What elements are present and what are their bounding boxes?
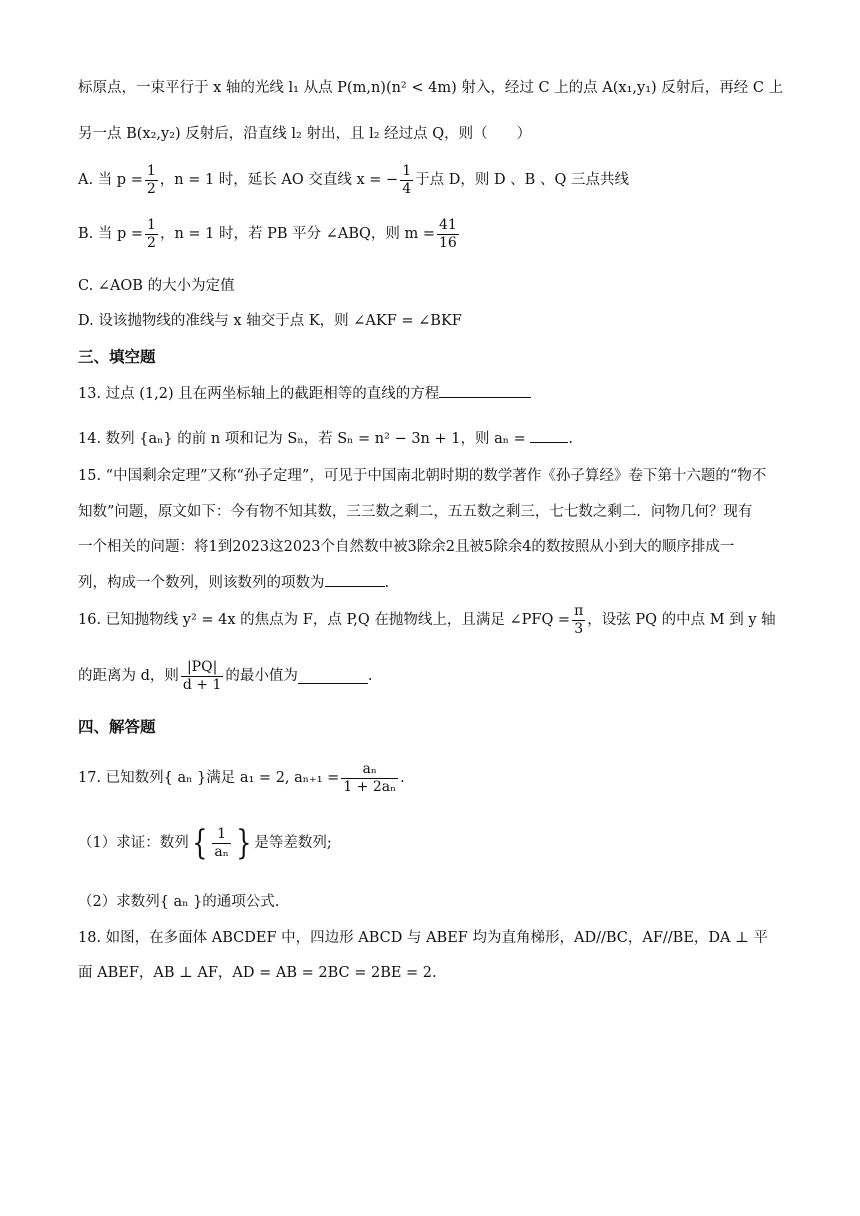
fraction-numerator: 1	[402, 162, 412, 179]
q12-option-b	[78, 214, 461, 254]
question-13	[78, 383, 531, 404]
right-brace-icon: }	[236, 823, 252, 863]
answer-blank	[298, 669, 368, 684]
fraction-denominator: 3	[574, 620, 584, 637]
q17-stem	[78, 756, 405, 800]
fraction-denominator: 16	[439, 234, 457, 251]
q17-part1-text: （1）求证：数列	[78, 835, 189, 851]
fraction-denominator: d + 1	[182, 676, 222, 693]
fraction-numerator: 1	[146, 162, 156, 179]
q12-option-d: D. 设该抛物线的准线与 x 轴交于点 K，则 ∠AKF = ∠BKF	[78, 313, 462, 329]
answer-blank	[530, 428, 568, 443]
q15-period: .	[384, 575, 390, 591]
fraction-numerator: 1	[212, 826, 230, 844]
option-b-fraction	[145, 217, 158, 252]
option-a-fraction-2	[400, 163, 413, 198]
q15-line1: 15. “中国剩余定理”又称“孙子定理”，可见于中国南北朝时期的数学著作《孙子算经》卷下第十六题的“物不	[78, 468, 767, 484]
question-14	[78, 428, 573, 449]
q18-line2: 面 ABEF，AB ⊥ AF，AD = AB = 2BC = 2BE = 2.	[78, 965, 437, 981]
fraction-denominator: 2	[147, 234, 156, 251]
q16-line2-mid: 的最小值为	[225, 668, 298, 684]
option-b-prefix: B. 当 p =	[78, 226, 144, 242]
option-a-prefix: A. 当 p =	[78, 172, 143, 188]
q17-stem-text: 17. 已知数列{ aₙ }满足 a₁ = 2, aₙ₊₁ =	[78, 770, 340, 786]
answer-blank	[439, 383, 531, 398]
section-heading-solutions: 四、解答题	[78, 718, 156, 736]
q14-period: .	[568, 431, 573, 447]
option-b-fraction-2	[437, 217, 459, 252]
q15-line4	[78, 572, 389, 593]
option-a-middle: ，n = 1 时，延长 AO 交直线 x = −	[159, 172, 399, 188]
q16-line1-tail: ，设弦 PQ 的中点 M 到 y 轴	[587, 612, 776, 628]
q16-line2-text: 的距离为 d，则	[78, 668, 179, 684]
q12-text-line1: 标原点，一束平行于 x 轴的光线 l₁ 从点 P(m,n)(n² < 4m) 射入，经过 C 上的点 A(x₁,y₁) 反射后，再经 C 上	[78, 80, 784, 96]
q14-text: 14. 数列 {aₙ} 的前 n 项和记为 Sₙ，若 Sₙ = n² − 3n + 1，则 aₙ =	[78, 431, 526, 447]
fraction-numerator: aₙ	[341, 761, 398, 779]
fraction-numerator: 41	[439, 216, 457, 233]
fraction-numerator: |PQ|	[181, 659, 224, 677]
q12-text-line2: 另一点 B(x₂,y₂) 反射后，沿直线 l₂ 射出，且 l₂ 经过点 Q，则（ ）	[78, 126, 532, 142]
fraction-numerator: π	[574, 602, 584, 619]
q15-line2: 知数”问题，原文如下：今有物不知其数，三三数之剩二，五五数之剩三，七七数之剩二．问物几何？现有	[78, 504, 753, 520]
q16-line1-text: 16. 已知抛物线 y² = 4x 的焦点为 F，点 P,Q 在抛物线上，且满足 ∠PFQ =	[78, 612, 571, 628]
left-brace-icon: {	[191, 823, 208, 863]
q16-line2	[78, 654, 373, 698]
q16-fraction-pi-3	[572, 603, 585, 638]
fraction-denominator: aₙ	[214, 843, 229, 860]
option-a-fraction	[145, 163, 158, 198]
section-heading-fill-in: 三、填空题	[78, 348, 156, 366]
option-a-suffix: 于点 D，则 D 、B 、Q 三点共线	[415, 172, 629, 188]
option-b-middle: ，n = 1 时，若 PB 平分 ∠ABQ，则 m =	[159, 226, 436, 242]
q16-period: .	[367, 668, 373, 684]
fraction-numerator: 1	[147, 216, 156, 233]
q15-line3: 一个相关的问题：将1到2023这2023个自然数中被3除余2且被5除余4的数按照从小到大的顺序排成一	[78, 539, 735, 555]
q15-line4-text: 列，构成一个数列，则该数列的项数为	[78, 575, 325, 591]
q18-line1: 18. 如图，在多面体 ABCDEF 中，四边形 ABCD 与 ABEF 均为直角梯形，AD//BC，AF//BE，DA ⊥ 平	[78, 930, 768, 946]
q13-text: 13. 过点 (1,2) 且在两坐标轴上的截距相等的直线的方程	[78, 386, 440, 402]
q16-fraction-pq-over-d	[181, 659, 224, 694]
q17-part1	[78, 818, 332, 868]
q17-reciprocal-fraction	[212, 826, 230, 861]
q12-option-a	[78, 160, 629, 200]
q17-recurrence-fraction	[341, 761, 398, 796]
q17-part1-tail: 是等差数列;	[254, 835, 332, 851]
answer-blank	[325, 572, 385, 587]
q17-part2: （2）求数列{ aₙ }的通项公式.	[78, 894, 280, 910]
q17-stem-period: .	[400, 770, 405, 786]
q12-option-c: C. ∠AOB 的大小为定值	[78, 278, 235, 294]
q16-line1	[78, 600, 776, 640]
fraction-denominator: 1 + 2aₙ	[343, 778, 397, 795]
fraction-denominator: 4	[402, 180, 412, 197]
fraction-denominator: 2	[146, 180, 156, 197]
